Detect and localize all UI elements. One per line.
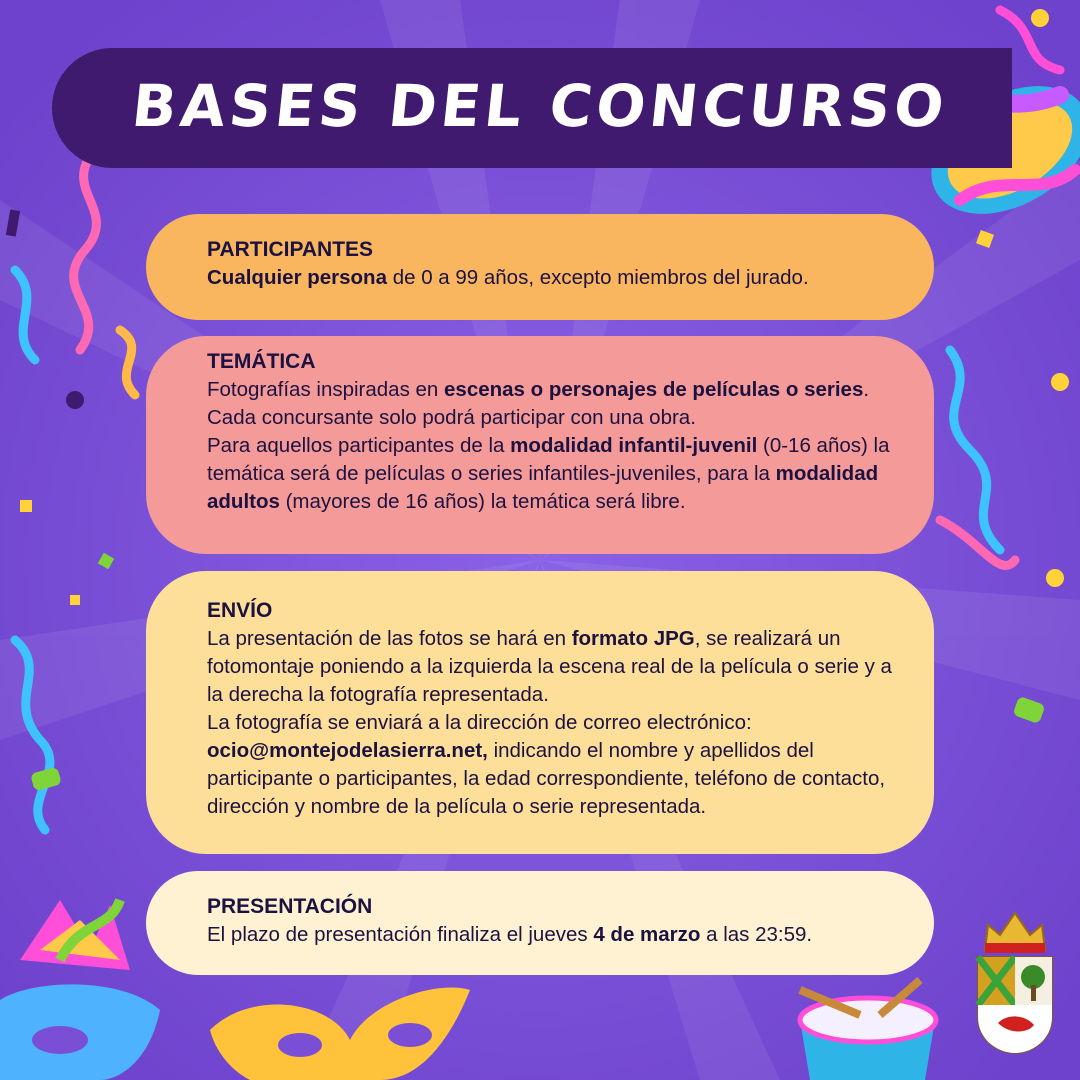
- text-span: El plazo de presentación finaliza el jueves: [207, 923, 594, 946]
- bold-text: Cualquier persona: [207, 266, 387, 289]
- text-span: . Cada concursante solo podrá participar con una obra.: [207, 378, 870, 429]
- section-heading: ENVÍO: [207, 599, 273, 622]
- section-text: [207, 921, 894, 949]
- bold-text: escenas o personajes de películas o series: [444, 378, 864, 401]
- section-tematica: [146, 336, 934, 554]
- text-span: (0-16 años) la temática será de películas o series infantiles-juveniles, para la: [207, 434, 890, 485]
- page-title: BASES DEL CONCURSO: [128, 72, 952, 140]
- section-text: [207, 625, 894, 709]
- text-span: (mayores de 16 años) la temática será libre.: [279, 490, 686, 513]
- text-span: La presentación de las fotos se hará en: [207, 627, 572, 650]
- text-span: Para aquellos participantes de la: [207, 434, 511, 457]
- section-text: [207, 709, 894, 821]
- text-span: indicando el nombre y apellidos del participante o participantes, la edad correspondiente, teléfono de contacto, dirección y nombre de la película o serie representada.: [207, 739, 886, 818]
- bold-text: formato JPG: [571, 627, 695, 650]
- section-heading: PRESENTACIÓN: [207, 895, 373, 918]
- text-span: a las 23:59.: [700, 923, 813, 946]
- text-span: , se realizará un fotomontaje poniendo a la izquierda la escena real de la película o serie y a la derecha la fotografía representada.: [207, 627, 892, 706]
- bold-text: modalidad adultos: [207, 462, 879, 513]
- text-span: Fotografías inspiradas en: [207, 378, 445, 401]
- section-presentacion: [146, 871, 934, 975]
- text-span: de 0 a 99 años, excepto miembros del jurado.: [387, 266, 809, 289]
- coat-of-arms-icon: [970, 905, 1060, 1055]
- section-heading: PARTICIPANTES: [207, 238, 374, 261]
- text-span: La fotografía se enviará a la dirección de correo electrónico:: [207, 711, 752, 734]
- section-participantes: [146, 214, 934, 320]
- section-heading: TEMÁTICA: [207, 350, 316, 373]
- bold-text: 4 de marzo: [593, 923, 701, 946]
- section-text: [207, 376, 894, 432]
- email-link[interactable]: ocio@montejodelasierra.net,: [207, 739, 488, 762]
- section-envio: [146, 571, 934, 854]
- bold-text: modalidad infantil-juvenil: [510, 434, 758, 457]
- section-text: [207, 432, 894, 516]
- section-text: [207, 264, 894, 292]
